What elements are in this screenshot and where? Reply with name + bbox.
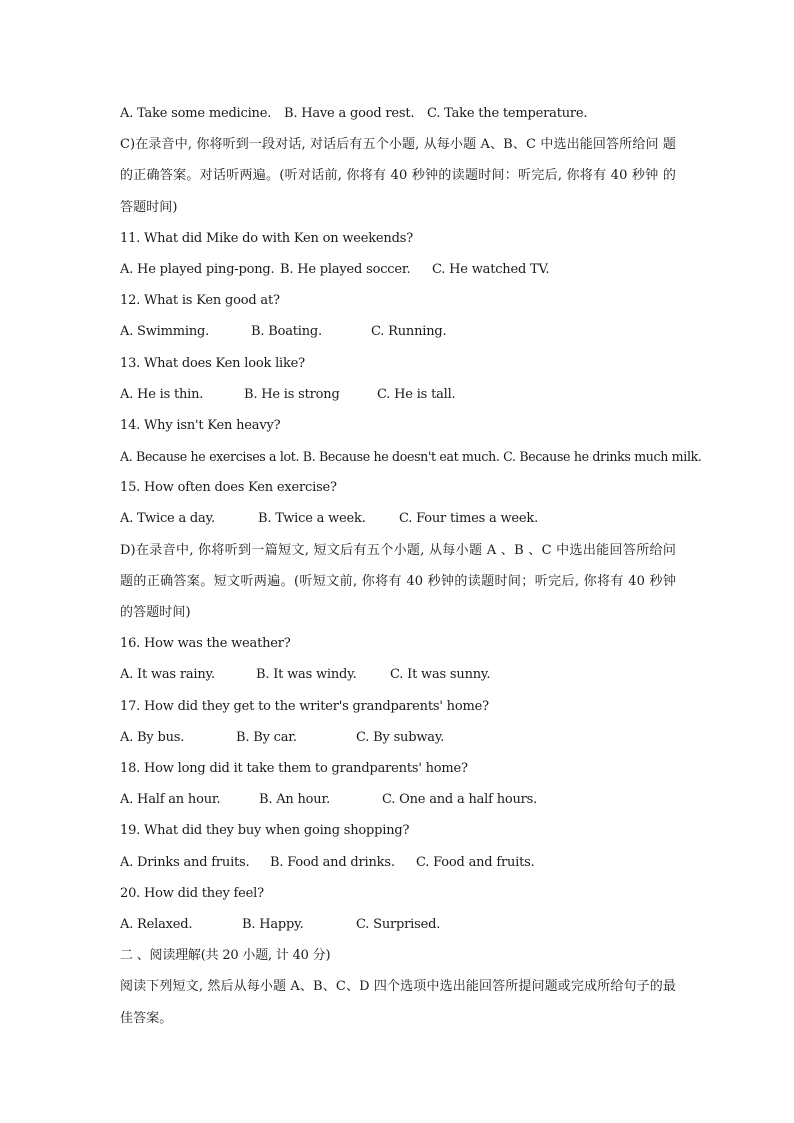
- question-11: 11. What did Mike do with Ken on weekends?: [120, 230, 413, 246]
- option-c: C. It was sunny.: [390, 667, 491, 683]
- option-a: A. Relaxed.: [120, 916, 193, 932]
- option-a: A. It was rainy.: [120, 667, 215, 683]
- option-b: B. He played soccer.: [280, 261, 411, 277]
- option-a: A. Half an hour.: [120, 792, 221, 808]
- question-15: 15. How often does Ken exercise?: [120, 480, 337, 496]
- option-c: C. He watched TV.: [432, 261, 550, 277]
- option-b: B. By car.: [236, 729, 297, 745]
- question-17-options: [120, 722, 676, 753]
- option-c: C. Surprised.: [356, 916, 441, 932]
- option-b: B. Boating.: [251, 324, 322, 340]
- top-options-row: [120, 98, 676, 129]
- option-a: A. Take some medicine.: [120, 106, 272, 121]
- option-c: C. Four times a week.: [399, 511, 539, 527]
- question-19: 19. What did they buy when going shopping?: [120, 823, 410, 839]
- part2-heading: 二 、阅读理解(共 20 小题, 计 40 分): [120, 948, 331, 964]
- section-c-instruction: C)在录音中, 你将听到一段对话, 对话后有五个小题, 从每小题 A、B、C 中选出能回答所给问 题的正确答案。对话听两遍。(听对话前, 你将有 40 秒钟的读题时间：听完后, 你将有 40 秒钟 的答题时间): [120, 137, 676, 215]
- section-d-instruction: D)在录音中, 你将听到一篇短文, 短文后有五个小题, 从每小题 A 、B 、C 中选出能回答所给问 题的正确答案。短文听两遍。(听短文前, 你将有 40 秒钟的读题时间；听完后, 你将有 40 秒钟 的答题时间): [120, 542, 676, 621]
- option-a: A. He is thin.: [120, 386, 204, 402]
- question-14: 14. Why isn't Ken heavy?: [120, 417, 281, 433]
- question-16-options: [120, 659, 676, 690]
- question-17: 17. How did they get to the writer's grandparents' home?: [120, 698, 489, 714]
- question-12: 12. What is Ken good at?: [120, 293, 280, 309]
- option-c: C. One and a half hours.: [382, 792, 538, 808]
- option-b: B. Happy.: [242, 916, 304, 932]
- option-a: A. By bus.: [120, 729, 185, 745]
- question-15-options: [120, 503, 676, 534]
- question-18: 18. How long did it take them to grandparents' home?: [120, 761, 468, 777]
- option-b: B. He is strong: [244, 386, 340, 402]
- option-a: A. Drinks and fruits.: [120, 854, 250, 870]
- question-19-options: [120, 847, 676, 878]
- option-b: B. Food and drinks.: [270, 854, 395, 870]
- option-c: C. He is tall.: [377, 386, 456, 402]
- option-a: A. Twice a day.: [120, 511, 215, 527]
- option-b: B. It was windy.: [256, 667, 357, 683]
- question-20: 20. How did they feel?: [120, 885, 264, 901]
- part2-instruction: 阅读下列短文, 然后从每小题 A、B、C、D 四个选项中选出能回答所提问题或完成所给句子的最佳答案。: [120, 979, 676, 1026]
- question-13-options: [120, 379, 676, 410]
- option-a: A. Swimming.: [120, 324, 210, 340]
- option-b: B. Have a good rest.: [284, 106, 415, 121]
- option-c: C. Take the temperature.: [427, 106, 588, 121]
- question-20-options: [120, 909, 676, 940]
- question-11-options: [120, 254, 676, 285]
- option-a: A. He played ping-pong.: [120, 261, 275, 277]
- option-b: B. An hour.: [259, 792, 331, 808]
- option-c: C. By subway.: [356, 729, 445, 745]
- question-13: 13. What does Ken look like?: [120, 355, 305, 371]
- option-b: B. Twice a week.: [258, 511, 366, 527]
- option-c: C. Running.: [371, 324, 447, 340]
- question-14-options: A. Because he exercises a lot. B. Because he doesn't eat much. C. Because he drinks much milk.: [120, 449, 702, 465]
- question-12-options: [120, 316, 676, 347]
- question-16: 16. How was the weather?: [120, 636, 291, 652]
- exam-page: [120, 98, 702, 1034]
- question-18-options: [120, 784, 676, 815]
- option-c: C. Food and fruits.: [416, 854, 535, 870]
